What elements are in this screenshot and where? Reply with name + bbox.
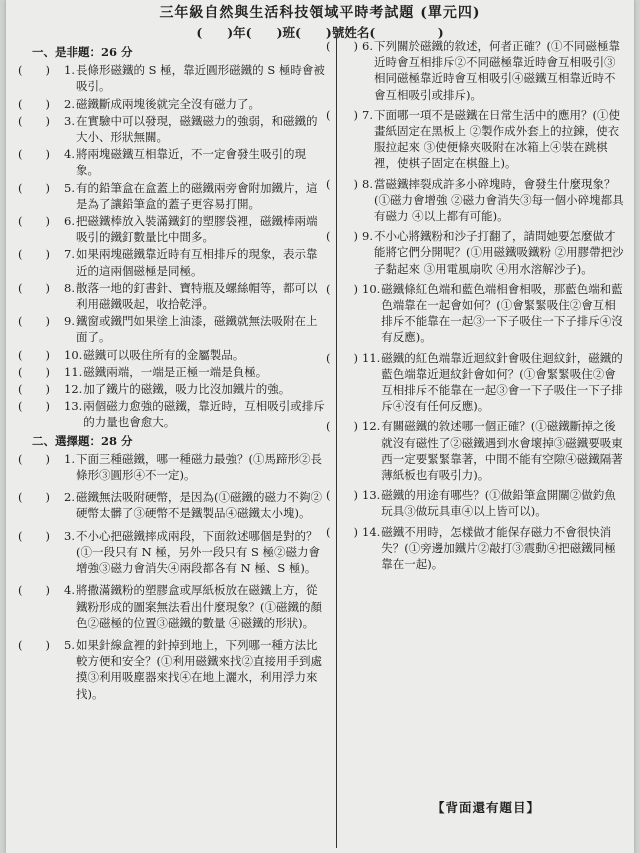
- question-item: [18, 313, 326, 345]
- question-item: [326, 281, 626, 346]
- answer-blank[interactable]: ( ): [18, 96, 50, 111]
- question-text: 不小心把磁鐵摔成兩段，下面敘述哪個是對的？(①一段只有 N 極，另外一段只有 S 極②磁力會增強③磁力會消失④兩段都各有 N 極、S 極)。: [75, 528, 321, 576]
- question-text: 將撒滿鐵粉的塑膠盒或厚紙板放在磁鐵上方，從鐵粉形成的圖案無法看出什麼現象？(①磁鐵的顏色②磁極的位置③磁鐵的數量 ④磁鐵的形狀)。: [75, 583, 322, 630]
- question-text: 如果針線盒裡的針掉到地上，下列哪一種方法比較方便和安全？(①利用磁鐵來找②直接用手到處摸③利用吸塵器來找④在地上灑水，利用浮力來找)。: [75, 637, 322, 701]
- question-number: 11.: [362, 350, 381, 365]
- question-number: 2.: [64, 490, 75, 505]
- question-item: [326, 524, 626, 573]
- question-text: 鐵窗或鐵門如果塗上油漆，磁鐵就無法吸附在上面了。: [75, 314, 318, 345]
- question-item: [18, 489, 326, 521]
- question-item: [326, 38, 626, 103]
- question-item: [326, 176, 626, 225]
- question-text: 當磁鐵摔裂成許多小碎塊時，會發生什麼現象？(①磁力會增強 ②磁力會消失③每一個小碎塊都具有磁力 ④以上都有可能)。: [373, 176, 624, 224]
- question-number: 12.: [362, 419, 381, 434]
- question-item: [18, 62, 326, 94]
- answer-blank[interactable]: ( ): [18, 528, 50, 543]
- question-item: [326, 418, 626, 483]
- question-number: 2.: [64, 96, 75, 111]
- question-number: 10.: [362, 281, 381, 296]
- student-info-line: ( )年( )班( )號姓名( ): [196, 25, 444, 40]
- question-text: 磁鐵兩端，一端是正極一端是負極。: [83, 364, 268, 379]
- answer-blank[interactable]: ( ): [18, 113, 50, 128]
- question-item: [18, 381, 326, 397]
- question-number: 14.: [362, 524, 381, 539]
- answer-blank[interactable]: ( ): [326, 107, 358, 122]
- question-text: 磁鐵的用途有哪些？(①做鉛筆盒開關②做釣魚玩具③做玩具車④以上皆可以)。: [381, 488, 616, 519]
- question-item: [18, 451, 326, 483]
- answer-blank[interactable]: ( ): [18, 280, 50, 295]
- question-text: 散落一地的釘書針、寶特瓶及螺絲帽等，都可以利用磁鐵吸起，收拾乾淨。: [75, 280, 318, 312]
- question-text: 不小心將鐵粉和沙子打翻了，請問她要怎麼做才能將它們分開呢？(①用磁鐵吸鐵粉 ②用膠帶把沙子黏起來 ③用電風扇吹 ④用水溶解沙子)。: [373, 229, 624, 276]
- answer-blank[interactable]: ( ): [18, 637, 50, 652]
- question-text: 把磁鐵棒放入裝滿鐵釘的塑膠袋裡，磁鐵棒兩端吸引的鐵釘數量比中間多。: [75, 214, 318, 245]
- answer-blank[interactable]: ( ): [18, 347, 50, 362]
- question-item: [326, 107, 626, 172]
- section-multiple-choice-heading: 二、選擇題：28 分: [32, 433, 133, 448]
- exam-sheet: [6, 0, 634, 853]
- question-text: 有關磁鐵的敘述哪一個正確？(①磁鐵斷掉之後就沒有磁性了②磁鐵遇到水會壞掉③磁鐵要吸東西一定要緊緊靠著，中間不能有空隙④磁鐵隔著薄紙板也有吸引力)。: [381, 419, 623, 483]
- question-text: 在實驗中可以發現，磁鐵磁力的強弱，和磁鐵的大小、形狀無關。: [75, 113, 318, 145]
- answer-blank[interactable]: ( ): [18, 314, 50, 329]
- question-number: 6.: [64, 214, 75, 229]
- question-number: 4.: [64, 583, 75, 598]
- question-number: 12.: [64, 382, 83, 397]
- question-number: 9.: [362, 229, 373, 244]
- question-text: 下面哪一項不是磁鐵在日常生活中的應用？(①使畫紙固定在黑板上 ②製作成外套上的拉鍊，使衣服拉起來 ③使便條夾吸附在冰箱上④裝在跳棋裡，使棋子固定在棋盤上)。: [373, 107, 620, 171]
- question-number: 10.: [64, 347, 83, 362]
- question-item: [326, 487, 626, 519]
- question-number: 6.: [362, 39, 373, 53]
- answer-blank[interactable]: ( ): [326, 488, 358, 503]
- question-item: [18, 180, 326, 212]
- answer-blank[interactable]: ( ): [18, 247, 50, 262]
- question-number: 3.: [64, 113, 75, 128]
- question-number: 7.: [64, 247, 75, 262]
- question-text: 長條形磁鐵的 S 極，靠近圓形磁鐵的 S 極時會被吸引。: [75, 63, 325, 94]
- question-number: 4.: [64, 147, 75, 162]
- question-text: 磁鐵不用時，怎樣做才能保存磁力不會很快消失？(①旁邊加鐵片②敲打③震動④把磁鐵同極靠在一起)。: [381, 524, 616, 572]
- question-item: [18, 113, 326, 145]
- question-item: [18, 213, 326, 245]
- answer-blank[interactable]: ( ): [326, 524, 358, 539]
- continue-on-back-note: 【背面還有題目】: [431, 800, 540, 815]
- section-true-false-heading: 一、是非題：26 分: [32, 45, 133, 59]
- question-number: 5.: [64, 180, 75, 195]
- question-text: 磁鐵可以吸住所有的金屬製品。: [83, 347, 245, 362]
- question-text: 將兩塊磁鐵互相靠近，不一定會發生吸引的現象。: [75, 147, 306, 178]
- answer-blank[interactable]: ( ): [18, 382, 50, 397]
- left-column: [18, 42, 326, 708]
- question-item: [18, 582, 326, 631]
- answer-blank[interactable]: ( ): [326, 350, 358, 365]
- question-item: [18, 364, 326, 380]
- question-item: [18, 637, 326, 702]
- question-item: [18, 146, 326, 178]
- question-item: [18, 347, 326, 363]
- question-item: [18, 398, 326, 430]
- question-number: 8.: [64, 280, 75, 295]
- right-column: [326, 38, 626, 576]
- answer-blank[interactable]: ( ): [18, 180, 50, 195]
- question-text: 磁鐵的紅色端靠近迴紋針會吸住迴紋針，磁鐵的藍色端靠近迴紋針會如何？(①會緊緊吸住②會互相排斥不能靠在一起③會一下子吸住一下子排斥④沒有任何反應)。: [381, 350, 623, 414]
- answer-blank[interactable]: ( ): [18, 451, 50, 466]
- question-text: 加了鐵片的磁鐵，吸力比沒加鐵片的強。: [83, 382, 291, 397]
- question-number: 3.: [64, 528, 75, 543]
- question-text: 磁鐵無法吸附硬幣，是因為(①磁鐵的磁力不夠②硬幣太髒了③硬幣不是鐵製品④磁鐵太小塊)。: [75, 490, 322, 521]
- question-number: 7.: [362, 107, 373, 122]
- question-number: 13.: [64, 399, 83, 414]
- question-item: [18, 280, 326, 312]
- answer-blank[interactable]: ( ): [326, 39, 358, 53]
- question-item: [18, 96, 326, 112]
- question-number: 13.: [362, 488, 381, 503]
- question-text: 磁鐵斷成兩塊後就完全沒有磁力了。: [75, 96, 260, 111]
- question-number: 11.: [64, 364, 83, 379]
- answer-blank[interactable]: ( ): [18, 63, 50, 78]
- answer-blank[interactable]: ( ): [18, 147, 50, 162]
- question-item: [18, 246, 326, 278]
- question-text: 磁鐵條紅色端和藍色端相會相吸，那藍色端和藍色端靠在一起會如何？(①會緊緊吸住②會互相排斥不能靠在一起③一下子吸住一下子排斥④沒有反應)。: [381, 281, 623, 345]
- question-number: 8.: [362, 176, 373, 191]
- multiple-choice-list-right: [326, 38, 626, 572]
- question-number: 5.: [64, 637, 75, 652]
- answer-blank[interactable]: ( ): [18, 490, 50, 505]
- question-item: [326, 350, 626, 415]
- question-item: [326, 228, 626, 277]
- multiple-choice-list-left: [18, 451, 326, 702]
- question-number: 9.: [64, 314, 75, 329]
- answer-blank[interactable]: ( ): [326, 229, 358, 244]
- question-text: 兩個磁力愈強的磁鐵，靠近時，互相吸引或排斥的力量也會愈大。: [83, 399, 325, 430]
- answer-blank[interactable]: ( ): [326, 176, 358, 191]
- answer-blank[interactable]: ( ): [18, 399, 50, 414]
- question-number: 1.: [64, 63, 75, 78]
- question-number: 1.: [64, 451, 75, 466]
- question-item: [18, 528, 326, 577]
- answer-blank[interactable]: ( ): [326, 419, 358, 434]
- answer-blank[interactable]: ( ): [326, 281, 358, 296]
- question-text: 下面三種磁鐵，哪一種磁力最強？(①馬蹄形②長條形③圓形④不一定)。: [75, 451, 322, 483]
- exam-title: 三年級自然與生活科技領域平時考試題 (單元四): [159, 5, 481, 21]
- question-text: 如果兩塊磁鐵靠近時有互相排斥的現象，表示靠近的這兩個磁極是同極。: [75, 247, 318, 278]
- question-text: 有的鉛筆盒在盒蓋上的磁鐵兩旁會附加鐵片，這是為了讓鉛筆盒的蓋子更容易打開。: [75, 180, 318, 211]
- exam-header: [6, 2, 634, 41]
- answer-blank[interactable]: ( ): [18, 364, 50, 379]
- answer-blank[interactable]: ( ): [18, 583, 50, 598]
- true-false-list: [18, 62, 326, 430]
- question-text: 下列關於磁鐵的敘述，何者正確？(①不同磁極靠近時會互相排斥②不同磁極靠近時會互相吸引③相同磁極靠近時會互相吸引④磁鐵互相靠近時不會互相吸引或排斥)。: [373, 39, 620, 102]
- answer-blank[interactable]: ( ): [18, 214, 50, 229]
